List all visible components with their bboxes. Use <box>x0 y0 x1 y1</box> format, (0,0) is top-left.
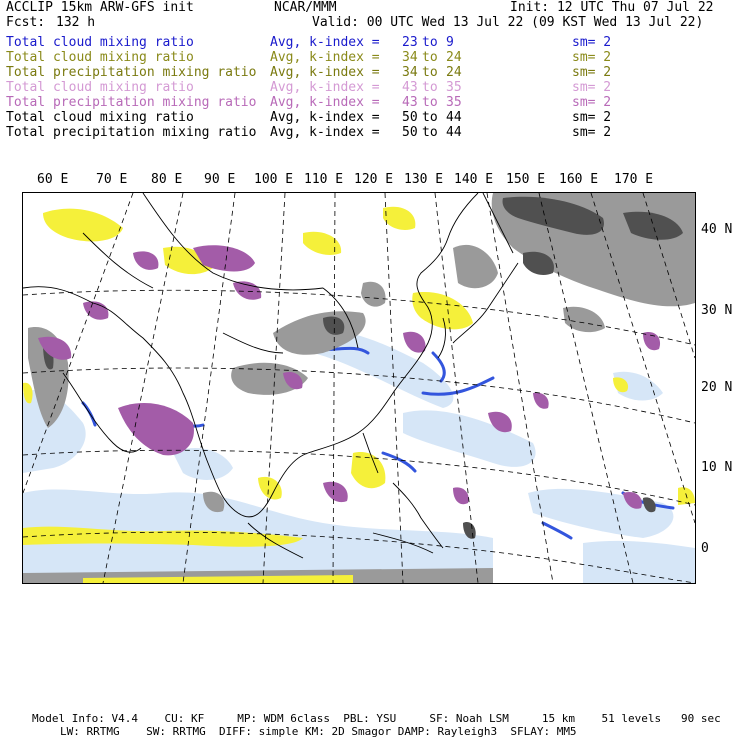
field-k-to: 35 <box>446 80 462 95</box>
lat-label-0: 0 <box>701 541 709 556</box>
valid-time: Valid: 00 UTC Wed 13 Jul 22 (09 KST Wed 13 Jul 22) <box>312 15 704 30</box>
lon-label-160e: 160 E <box>559 172 599 187</box>
field-name: Total cloud mixing ratio <box>6 110 194 125</box>
field-to-word: to <box>422 110 438 125</box>
field-name: Total cloud mixing ratio <box>6 80 194 95</box>
lat-label-10n: 10 N <box>701 460 733 475</box>
field-avg-label: Avg, k-index = <box>270 110 380 125</box>
field-smoothing: sm= 2 <box>572 110 612 125</box>
field-to-word: to <box>422 80 438 95</box>
field-to-word: to <box>422 125 438 140</box>
field-avg-label: Avg, k-index = <box>270 80 380 95</box>
field-k-to: 35 <box>446 95 462 110</box>
field-name: Total precipitation mixing ratio <box>6 65 257 80</box>
field-k-from: 43 <box>402 80 418 95</box>
field-avg-label: Avg, k-index = <box>270 125 380 140</box>
field-smoothing: sm= 2 <box>572 80 612 95</box>
field-k-from: 43 <box>402 95 418 110</box>
lat-label-30n: 30 N <box>701 303 733 318</box>
field-avg-label: Avg, k-index = <box>270 35 380 50</box>
lon-label-90e: 90 E <box>204 172 236 187</box>
field-name: Total precipitation mixing ratio <box>6 95 257 110</box>
field-name: Total precipitation mixing ratio <box>6 125 257 140</box>
lon-label-110e: 110 E <box>304 172 344 187</box>
field-smoothing: sm= 2 <box>572 35 612 50</box>
field-smoothing: sm= 2 <box>572 50 612 65</box>
field-k-from: 34 <box>402 50 418 65</box>
field-to-word: to <box>422 50 438 65</box>
lon-label-150e: 150 E <box>506 172 546 187</box>
purple-mixing-ratio-layer <box>38 245 660 508</box>
field-avg-label: Avg, k-index = <box>270 50 380 65</box>
lon-label-140e: 140 E <box>454 172 494 187</box>
lon-label-170e: 170 E <box>614 172 654 187</box>
field-to-word: to <box>422 35 438 50</box>
field-k-to: 24 <box>446 50 462 65</box>
lon-label-70e: 70 E <box>96 172 128 187</box>
forecast-hours: 132 h <box>56 15 96 30</box>
field-to-word: to <box>422 65 438 80</box>
field-smoothing: sm= 2 <box>572 65 612 80</box>
lon-label-80e: 80 E <box>151 172 183 187</box>
lon-label-130e: 130 E <box>404 172 444 187</box>
field-k-to: 24 <box>446 65 462 80</box>
field-smoothing: sm= 2 <box>572 125 612 140</box>
field-k-to: 9 <box>446 35 454 50</box>
lon-label-120e: 120 E <box>354 172 394 187</box>
map-canvas <box>23 193 695 583</box>
forecast-label: Fcst: <box>6 15 46 30</box>
lon-label-60e: 60 E <box>37 172 69 187</box>
field-smoothing: sm= 2 <box>572 95 612 110</box>
field-avg-label: Avg, k-index = <box>270 95 380 110</box>
field-k-to: 44 <box>446 125 462 140</box>
lat-label-40n: 40 N <box>701 222 733 237</box>
organization-label: NCAR/MMM <box>274 0 337 15</box>
lon-label-100e: 100 E <box>254 172 294 187</box>
lat-label-20n: 20 N <box>701 380 733 395</box>
model-info-line-1: Model Info: V4.4 CU: KF MP: WDM 6class PBL: YSU SF: Noah LSM 15 km 51 levels 90 sec <box>32 712 721 725</box>
field-k-from: 23 <box>402 35 418 50</box>
field-k-from: 50 <box>402 110 418 125</box>
field-name: Total cloud mixing ratio <box>6 35 194 50</box>
model-info-line-2: LW: RRTMG SW: RRTMG DIFF: simple KM: 2D Smagor DAMP: Rayleigh3 SFLAY: MM5 <box>60 725 577 738</box>
field-k-to: 44 <box>446 110 462 125</box>
field-to-word: to <box>422 95 438 110</box>
forecast-map <box>22 192 696 584</box>
model-title: ACCLIP 15km ARW-GFS init <box>6 0 194 15</box>
field-k-from: 34 <box>402 65 418 80</box>
init-time: Init: 12 UTC Thu 07 Jul 22 <box>510 0 714 15</box>
field-name: Total cloud mixing ratio <box>6 50 194 65</box>
field-k-from: 50 <box>402 125 418 140</box>
field-avg-label: Avg, k-index = <box>270 65 380 80</box>
